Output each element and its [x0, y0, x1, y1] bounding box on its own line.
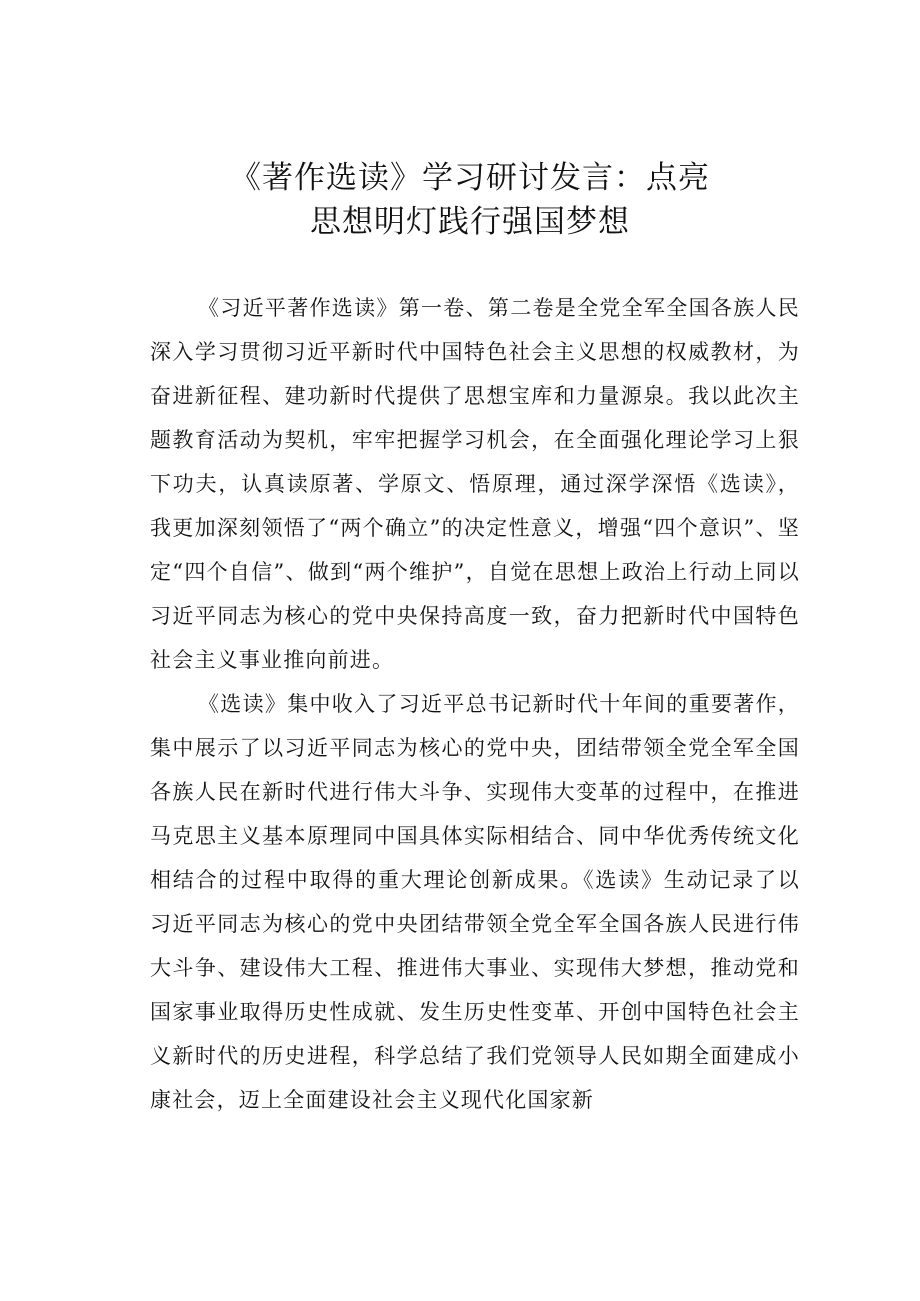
title-line-2: 思想明灯践行强国梦想 — [310, 204, 630, 240]
paragraph-2: 《选读》集中收入了习近平总书记新时代十年间的重要著作，集中展示了以习近平同志为核心的党中央，团结带领全党全军全国各族人民在新时代进行伟大斗争、实现伟大变革的过程中，在推进马克思主义基本原理同中国具体实际相结合、同中华优秀传统文化相结合的过程中取得的重大理论创新成果。《选读》生动记录了以习近平同志为核心的党中央团结带领全党全军全国各族人民进行伟大斗争、建设伟大工程、推进伟大事业、实现伟大梦想，推动党和国家事业取得历史性成就、发生历史性变革、开创中国特色社会主义新时代的历史进程，科学总结了我们党领导人民如期全面建成小康社会，迈上全面建设社会主义现代化国家新 — [150, 692, 800, 1112]
document-body — [150, 286, 800, 1122]
paragraph-1: 《习近平著作选读》第一卷、第二卷是全党全军全国各族人民深入学习贯彻习近平新时代中国特色社会主义思想的权威教材，为奋进新征程、建功新时代提供了思想宝库和力量源泉。我以此次主题教育活动为契机，牢牢把握学习机会，在全面强化理论学习上狠下功夫，认真读原著、学原文、悟原理，通过深学深悟《选读》，我更加深刻领悟了“两个确立”的决定性意义，增强“四个意识”、坚定“四个自信”、做到“两个维护”，自觉在思想上政治上行动上同以习近平同志为核心的党中央保持高度一致，奋力把新时代中国特色社会主义事业推向前进。 — [150, 296, 800, 672]
document-title — [150, 156, 790, 244]
title-line-1: 《著作选读》学习研讨发言：点亮 — [230, 160, 710, 196]
